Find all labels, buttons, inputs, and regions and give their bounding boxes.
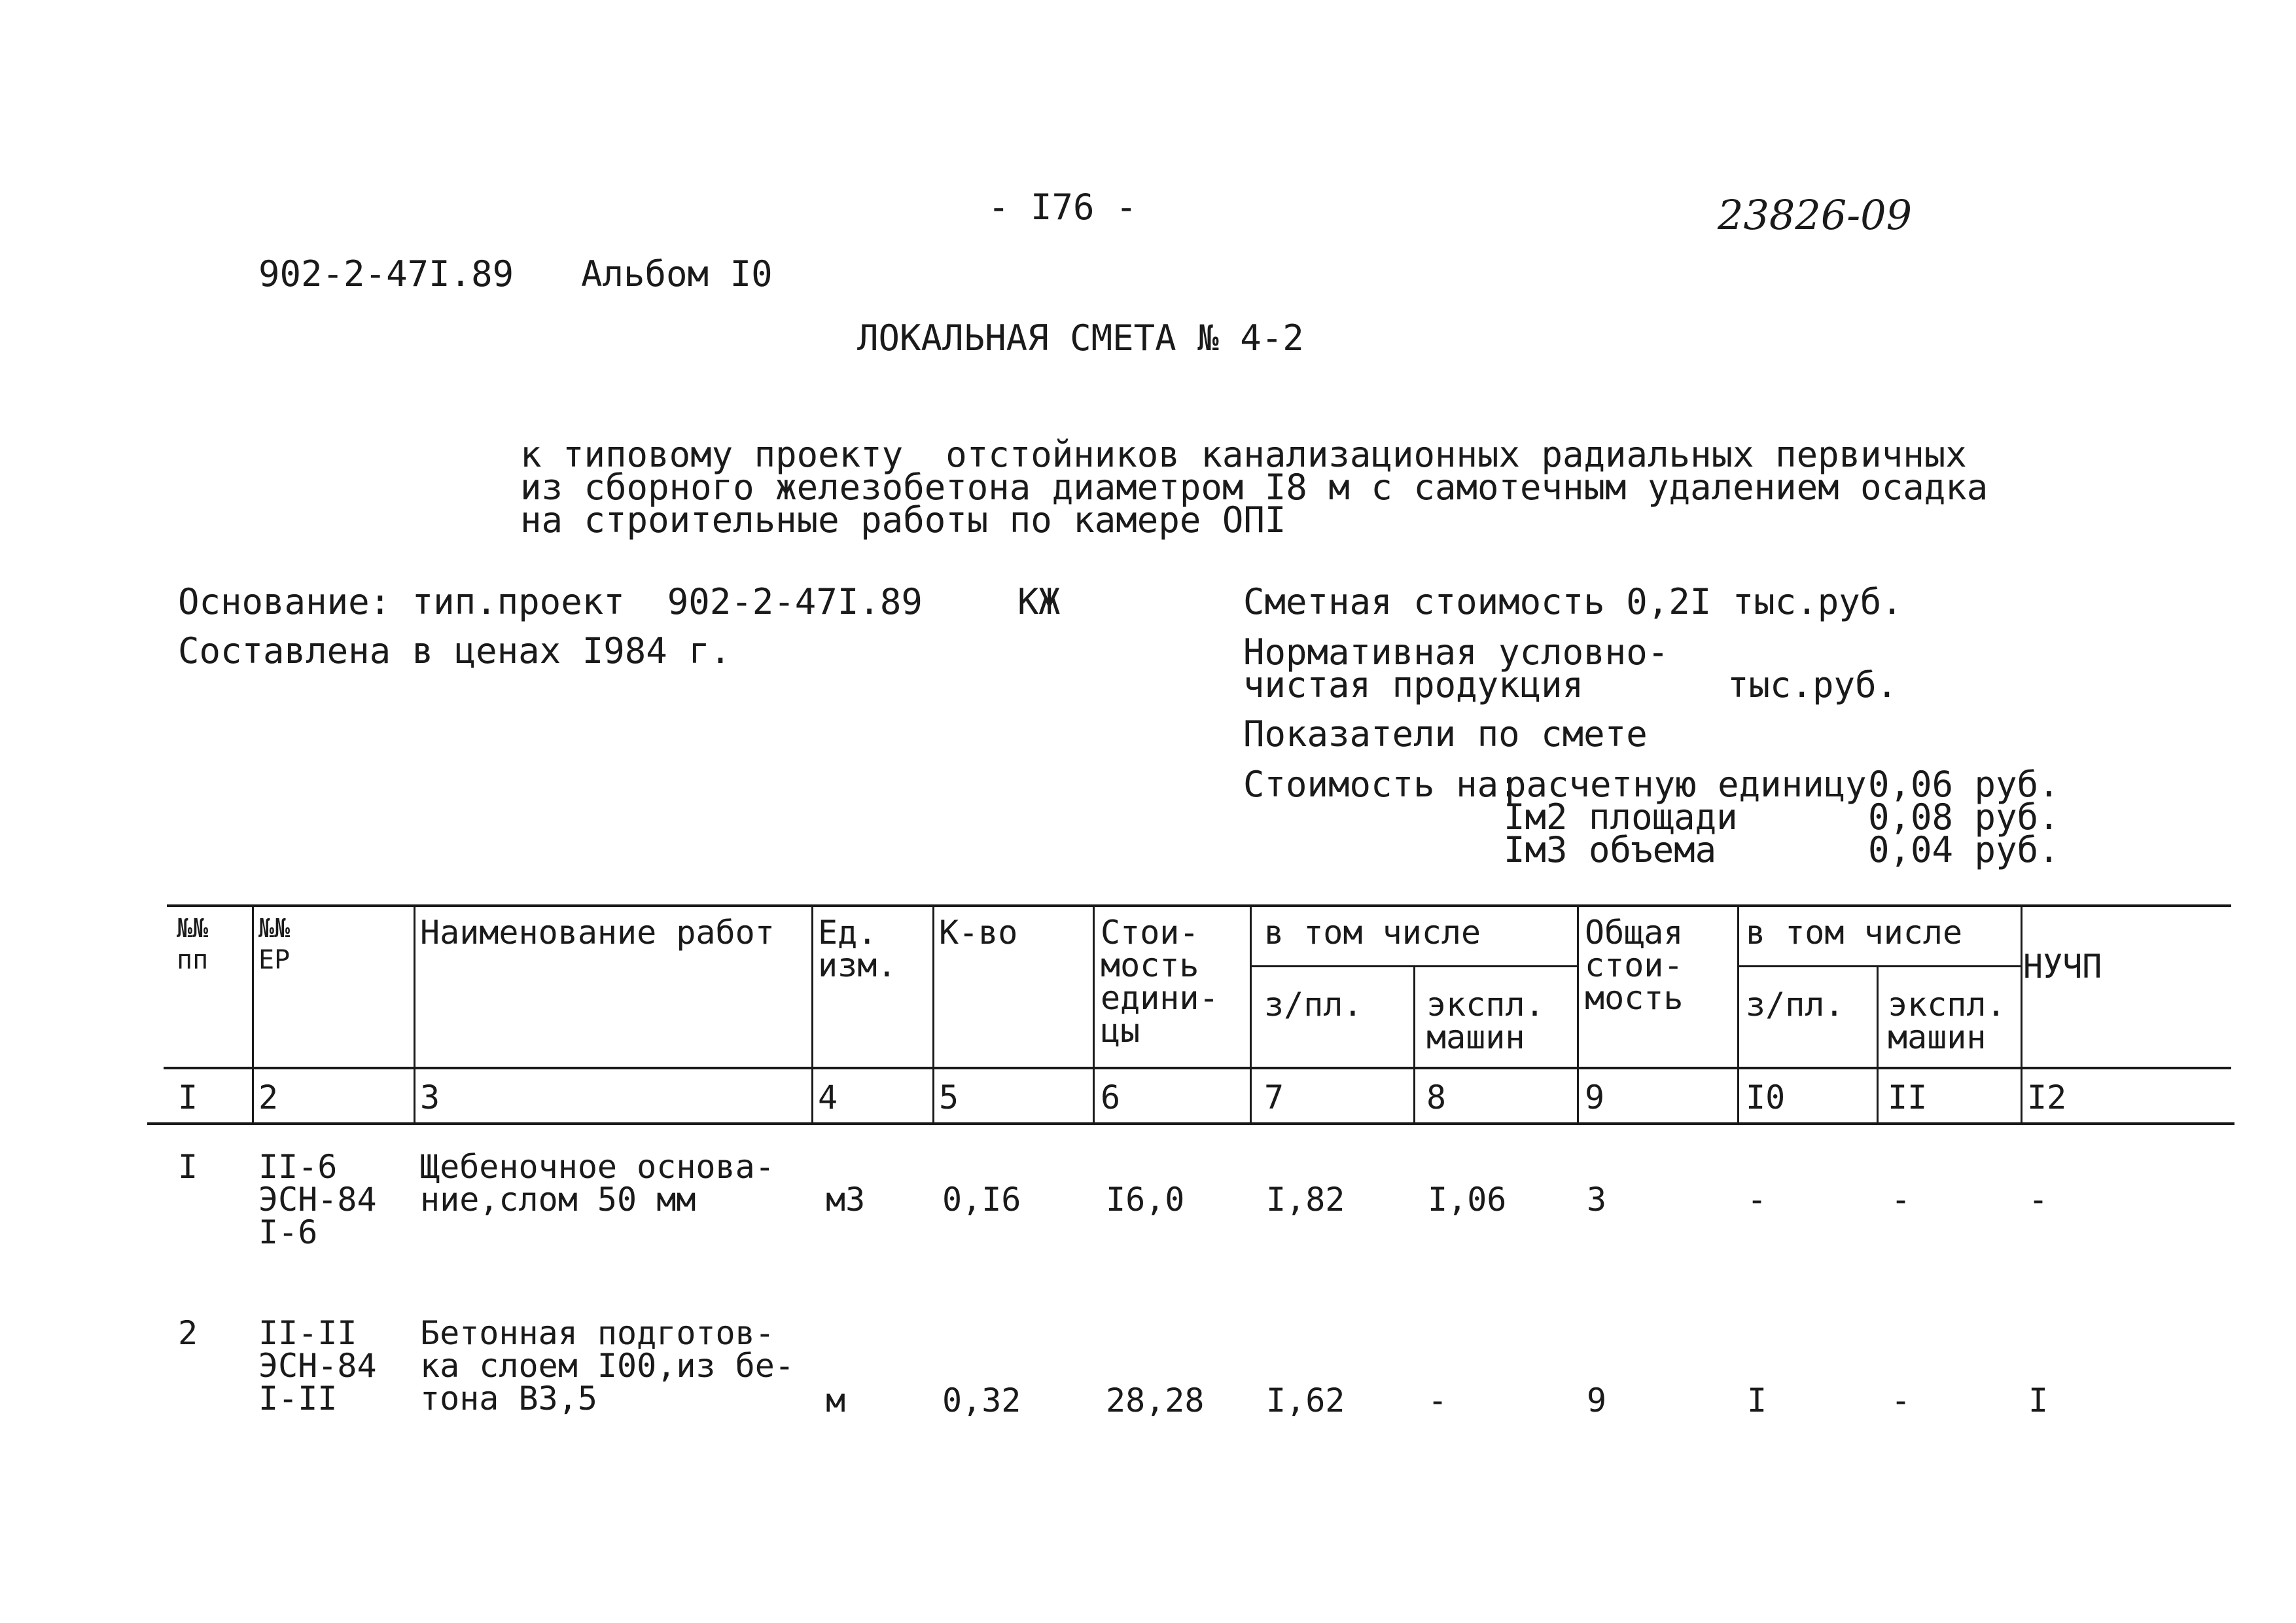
header-unit-cost: Стои- мость едини- цы <box>1101 914 1219 1050</box>
header-total-machines: экспл. машин <box>1888 986 2006 1056</box>
col-number: 2 <box>258 1079 279 1116</box>
row-total: 3 <box>1587 1181 1607 1219</box>
row-nuchp: I <box>2028 1382 2049 1419</box>
row-wage: I,62 <box>1266 1382 1345 1419</box>
column-divider <box>811 906 813 1124</box>
header-work-name: Наименование работ <box>420 914 775 952</box>
project-code: 902-2-47I.89 <box>258 253 514 294</box>
table-top-rule <box>167 904 2231 907</box>
header-total-cost: Общая стои- мость <box>1585 914 1684 1017</box>
row-total-wage: - <box>1747 1181 1767 1219</box>
header-er: №№ ЕР <box>258 914 291 975</box>
row-unit-cost: I6,0 <box>1106 1181 1185 1219</box>
col-number: I <box>178 1079 198 1116</box>
row-unit-cost: 28,28 <box>1106 1382 1205 1419</box>
row-total: 9 <box>1587 1382 1607 1419</box>
numbers-bottom-rule <box>147 1122 2234 1125</box>
cost-row-label: Iм3 объема <box>1504 829 1717 870</box>
header-bottom-rule <box>164 1067 2231 1069</box>
col-number: 8 <box>1426 1079 1447 1116</box>
column-divider <box>252 906 254 1124</box>
row-number: I <box>178 1148 198 1186</box>
column-divider <box>1737 906 1739 1124</box>
header-unit: Ед. изм. <box>818 914 897 984</box>
normative-line-2: чистая продукция <box>1243 664 1584 705</box>
row-number: 2 <box>178 1314 198 1352</box>
column-divider <box>1877 967 1879 1124</box>
basis-code: КЖ <box>1017 581 1061 622</box>
header-wage: з/пл. <box>1264 986 1363 1024</box>
subtitle-line: из сборного железобетона диаметром I8 м с самотечным удалением осадка <box>520 467 1988 508</box>
col-number: I2 <box>2027 1079 2067 1116</box>
row-unit: м <box>826 1382 846 1419</box>
cost-row-label: Iм2 площади <box>1504 796 1738 838</box>
row-wage: I,82 <box>1266 1181 1345 1219</box>
header-group-2: в том числе <box>1746 914 1963 952</box>
basis-text: Основание: тип.проект 902-2-47I.89 <box>178 581 923 622</box>
column-divider <box>1413 967 1415 1124</box>
col-number: II <box>1888 1079 1928 1116</box>
normative-unit: тыс.руб. <box>1727 664 1898 705</box>
column-divider <box>1577 906 1579 1124</box>
row-work-name: Щебеночное основа- ние,слом 50 мм <box>420 1148 775 1219</box>
header-nuchp: НУЧП <box>2023 948 2102 986</box>
row-total-machines: - <box>1891 1181 1911 1219</box>
row-machines: I,06 <box>1428 1181 1507 1219</box>
col-number: I0 <box>1746 1079 1786 1116</box>
subtitle-line: на строительные работы по камере ОПI <box>520 499 1286 541</box>
cost-row-value: 0,04 руб. <box>1868 829 2060 870</box>
document-number: 23826-09 <box>1718 191 1913 239</box>
cost-per-label: Стоимость на: <box>1243 764 1520 805</box>
col-number: 4 <box>818 1079 838 1116</box>
row-quantity: 0,I6 <box>942 1181 1021 1219</box>
col-number: 9 <box>1585 1079 1605 1116</box>
document-title: ЛОКАЛЬНАЯ СМЕТА № 4-2 <box>857 317 1304 359</box>
row-work-name: Бетонная подготов- ка слоем I00,из бе- тона В3,5 <box>420 1314 794 1418</box>
row-nuchp: - <box>2028 1181 2049 1219</box>
header-machines: экспл. машин <box>1426 986 1545 1056</box>
col-number: 7 <box>1264 1079 1284 1116</box>
col-number: 6 <box>1101 1079 1121 1116</box>
column-divider <box>1250 906 1252 1124</box>
row-machines: - <box>1428 1382 1448 1419</box>
cost-row-value: 0,06 руб. <box>1868 764 2060 805</box>
cost-row-value: 0,08 руб. <box>1868 796 2060 838</box>
column-divider <box>932 906 934 1124</box>
row-quantity: 0,32 <box>942 1382 1021 1419</box>
subtitle-line: к типовому проекту отстойников канализационных радиальных первичных <box>520 434 1967 475</box>
header-total-wage: з/пл. <box>1746 986 1845 1024</box>
row-total-machines: - <box>1891 1382 1911 1419</box>
estimated-cost: Сметная стоимость 0,2I тыс.руб. <box>1243 581 1903 622</box>
normative-line-1: Нормативная условно- <box>1243 632 1669 673</box>
header-group-1: в том числе <box>1264 914 1481 952</box>
group-rule <box>1739 965 2021 967</box>
album-label: Альбом I0 <box>581 253 773 294</box>
column-divider <box>1093 906 1095 1124</box>
col-number: 3 <box>420 1079 440 1116</box>
indicators-heading: Показатели по смете <box>1243 713 1648 755</box>
row-er-code: II-II ЭСН-84 I-II <box>258 1314 377 1418</box>
col-number: 5 <box>939 1079 959 1116</box>
row-unit: м3 <box>826 1181 866 1219</box>
cost-row-label: расчетную единицу <box>1505 764 1867 805</box>
prices-text: Составлена в ценах I984 г. <box>178 630 732 671</box>
row-er-code: II-6 ЭСН-84 I-6 <box>258 1148 377 1251</box>
row-total-wage: I <box>1747 1382 1767 1419</box>
column-divider <box>414 906 415 1124</box>
header-quantity: К-во <box>939 914 1018 952</box>
page-number: - I76 - <box>988 187 1137 228</box>
header-num: №№ пп <box>177 914 209 975</box>
column-divider <box>2021 906 2022 1124</box>
